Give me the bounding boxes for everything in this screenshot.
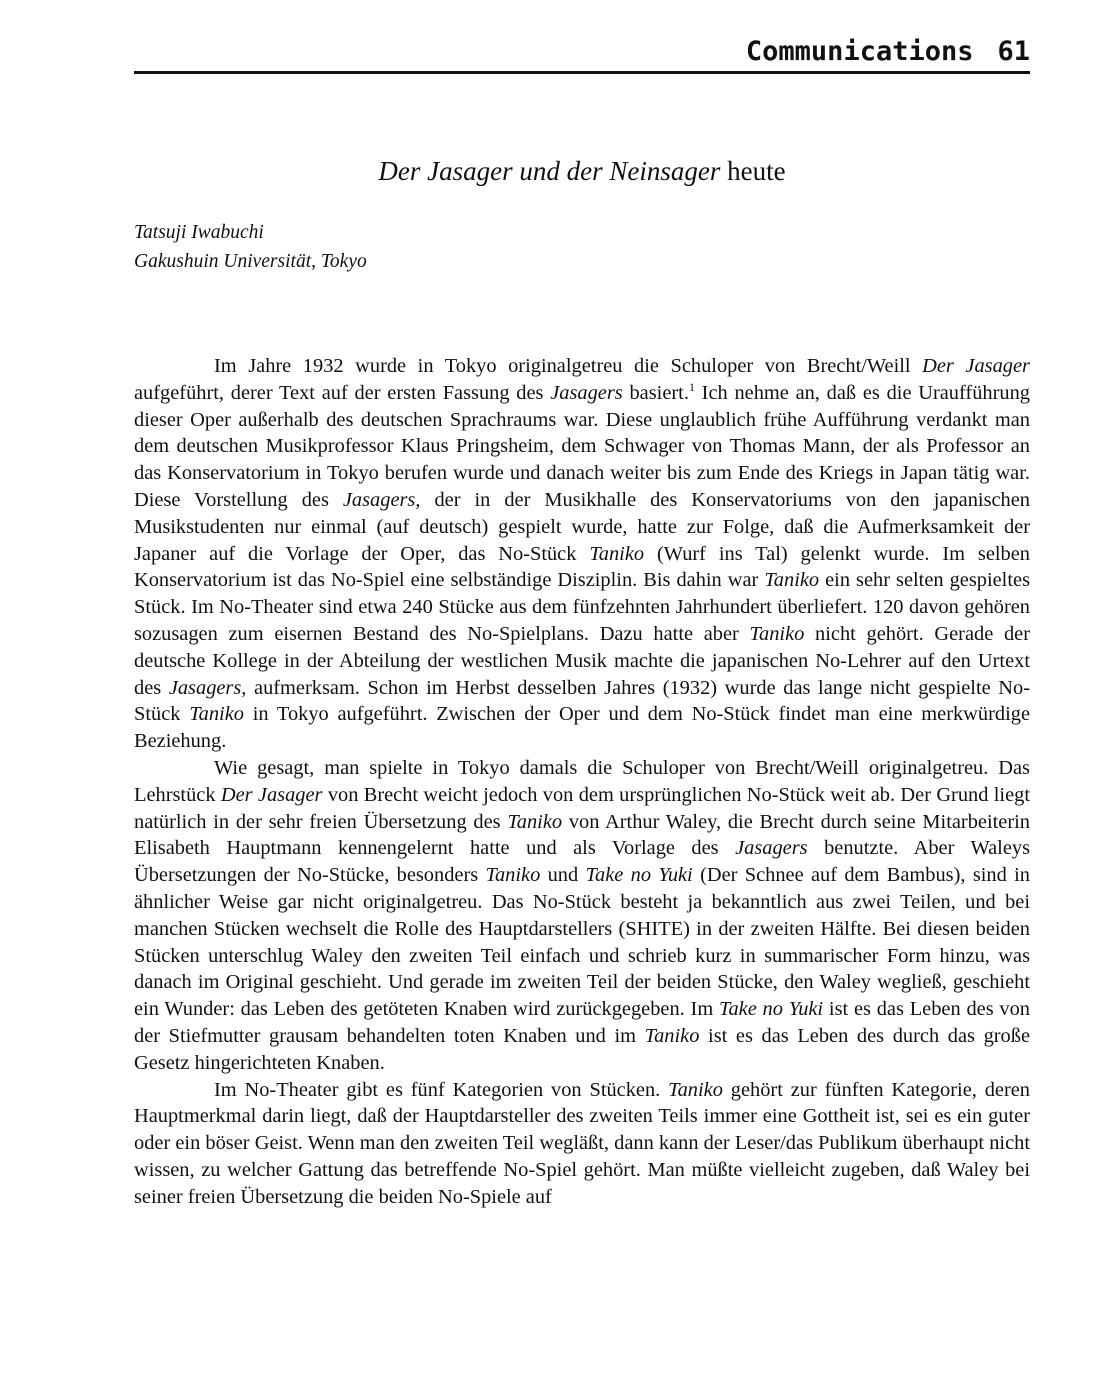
header-rule	[134, 71, 1030, 74]
text-run: Im Jahre 1932 wurde in Tokyo originalgetreu die Schuloper von Brecht/Weill	[214, 355, 923, 377]
italic-run: Jasagers	[735, 837, 808, 860]
text-run: basiert.	[622, 381, 689, 404]
italic-run: Jasagers,	[168, 676, 247, 699]
text-run: benutzte. Aber Waleys Übersetzungen der No-Stücke, besonders	[134, 837, 1031, 887]
text-run: (Der Schnee auf dem Bambus), sind in ähnlicher Weise gar nicht originalgetreu. Das No-Stück besteht ja bekanntlich aus zwei Teilen, und bei manchen Stücken wechselt die Rolle des Hauptdarstellers (SHITE) in der zweiten Hälfte. Bei diesen beiden Stücken unterschlug Waley den zweiten Teil einfach und schrieb kurz in summarischer Form hinzu, was danach im Original geschieht. Und gerade im zweiten Teil der beiden Stücke, den Waley wegließ, geschieht ein Wunder: das Leben des getöteten Knaben wird zurückgegeben. Im	[134, 864, 1031, 1021]
italic-run: Jasagers	[550, 381, 623, 404]
text-run: (Wurf ins Tal) gelenkt wurde. Im selben Konservatorium ist das No-Spiel eine selbständige Disziplin. Bis dahin war	[134, 542, 1030, 592]
italic-run: Taniko	[189, 703, 244, 726]
text-run: ist es das Leben des durch das große Gesetz hingerichteten Knaben.	[134, 1024, 1030, 1074]
italic-run: Take no Yuki	[718, 998, 824, 1021]
running-head	[134, 36, 1030, 67]
italic-run: Taniko	[644, 1024, 700, 1047]
text-run: aufgeführt, derer Text auf der ersten Fassung des	[134, 381, 551, 404]
text-run: ein sehr selten gespieltes Stück. Im No-Theater sind etwa 240 Stücke aus dem fünfzehnten Jahrhundert überliefert. 120 davon gehören sozusagen zum eisernen Bestand des No-Spielplans. Dazu hatte aber	[134, 569, 1031, 645]
text-run: aufmerksam. Schon im Herbst desselben Jahres (1932) wurde das lange nicht gespielte No-Stück	[134, 676, 1031, 726]
text-run: von Arthur Waley, die Brecht durch seine Mitarbeiterin Elisabeth Hauptmann kennengelernt hatte und als Vorlage des	[134, 810, 1030, 860]
body-paragraph	[134, 353, 1030, 755]
italic-run: Der Jasager	[922, 355, 1030, 377]
italic-run: Taniko	[749, 622, 805, 645]
italic-run: Taniko	[507, 810, 563, 833]
text-run: Ich nehme an, daß es die Uraufführung dieser Oper außerhalb des deutschen Sprachraums war. Diese unglaublich frühe Aufführung verdankt man dem deutschen Musikprofessor Klaus Pringsheim, dem Schwager von Thomas Mann, der als Professor an das Konservatorium in Tokyo berufen wurde und danach weiter bis zum Ende des Kriegs in Japan tätig war. Diese Vorstellung des	[134, 381, 1030, 511]
text-run: ist es das Leben des von der Stiefmutter grausam behandelten toten Knaben und im	[134, 998, 1031, 1047]
body-paragraph	[134, 755, 1030, 1077]
italic-run: Taniko	[668, 1078, 723, 1101]
author-affiliation: Gakushuin Universität, Tokyo	[134, 251, 367, 272]
author-name: Tatsuji Iwabuchi	[134, 222, 264, 243]
italic-run: Der Jasager	[220, 783, 323, 806]
text-run: von Brecht weicht jedoch von dem ursprünglichen No-Stück weit ab. Der Grund liegt natürlich in der sehr freien Übersetzung des	[134, 783, 1030, 833]
text-run: gehört zur fünften Kategorie, deren Hauptmerkmal darin liegt, daß der Hauptdarsteller des zweiten Teils immer eine Gottheit ist, sei es ein guter oder ein böser Geist. Wenn man den zweiten Teil wegläßt, dann kann der Leser/das Publikum überhaupt nicht wissen, zu welcher Gattung das betreffende No-Spiel gehört. Man müßte vielleicht zugeben, daß Waley bei seiner freien Übersetzung die beiden No-Spiele auf	[134, 1078, 1030, 1208]
text-run: Wie gesagt, man spielte in Tokyo damals die Schuloper von Brecht/Weill originalgetreu. Das Lehrstück	[134, 756, 1030, 806]
running-title: Communications	[745, 36, 974, 67]
text-run: Im No-Theater gibt es fünf Kategorien von Stücken.	[214, 1078, 669, 1101]
footnote-marker: 1	[688, 379, 695, 394]
text-run: der in der Musikhalle des Konservatoriums von den japanischen Musikstudenten nur einmal (auf deutsch) gespielt wurde, hatte zur Folge, daß die Aufmerksamkeit der Japaner auf die Vorlage der Oper, das No-Stück	[134, 488, 1030, 565]
article-title-rest: heute	[727, 156, 786, 186]
page-number: 61	[997, 36, 1030, 67]
italic-run: Jasagers,	[342, 488, 421, 511]
text-run: nicht gehört. Gerade der deutsche Kollege in der Abteilung der westlichen Musik machte die japanischen No-Lehrer auf den Urtext des	[134, 622, 1031, 699]
text-run: in Tokyo aufgeführt. Zwischen der Oper und dem No-Stück findet man eine merkwürdige Beziehung.	[134, 703, 1031, 753]
italic-run: Taniko	[589, 542, 645, 565]
italic-run: Taniko	[764, 569, 820, 592]
italic-run: Taniko	[485, 864, 541, 887]
article-title	[134, 156, 1030, 187]
body-paragraph	[134, 1077, 1030, 1211]
article-title-italic: Der Jasager und der Neinsager	[378, 156, 721, 186]
article-body	[134, 353, 1030, 1211]
author-block	[134, 218, 367, 276]
text-run: und	[540, 864, 586, 887]
italic-run: Take no Yuki	[585, 864, 693, 887]
